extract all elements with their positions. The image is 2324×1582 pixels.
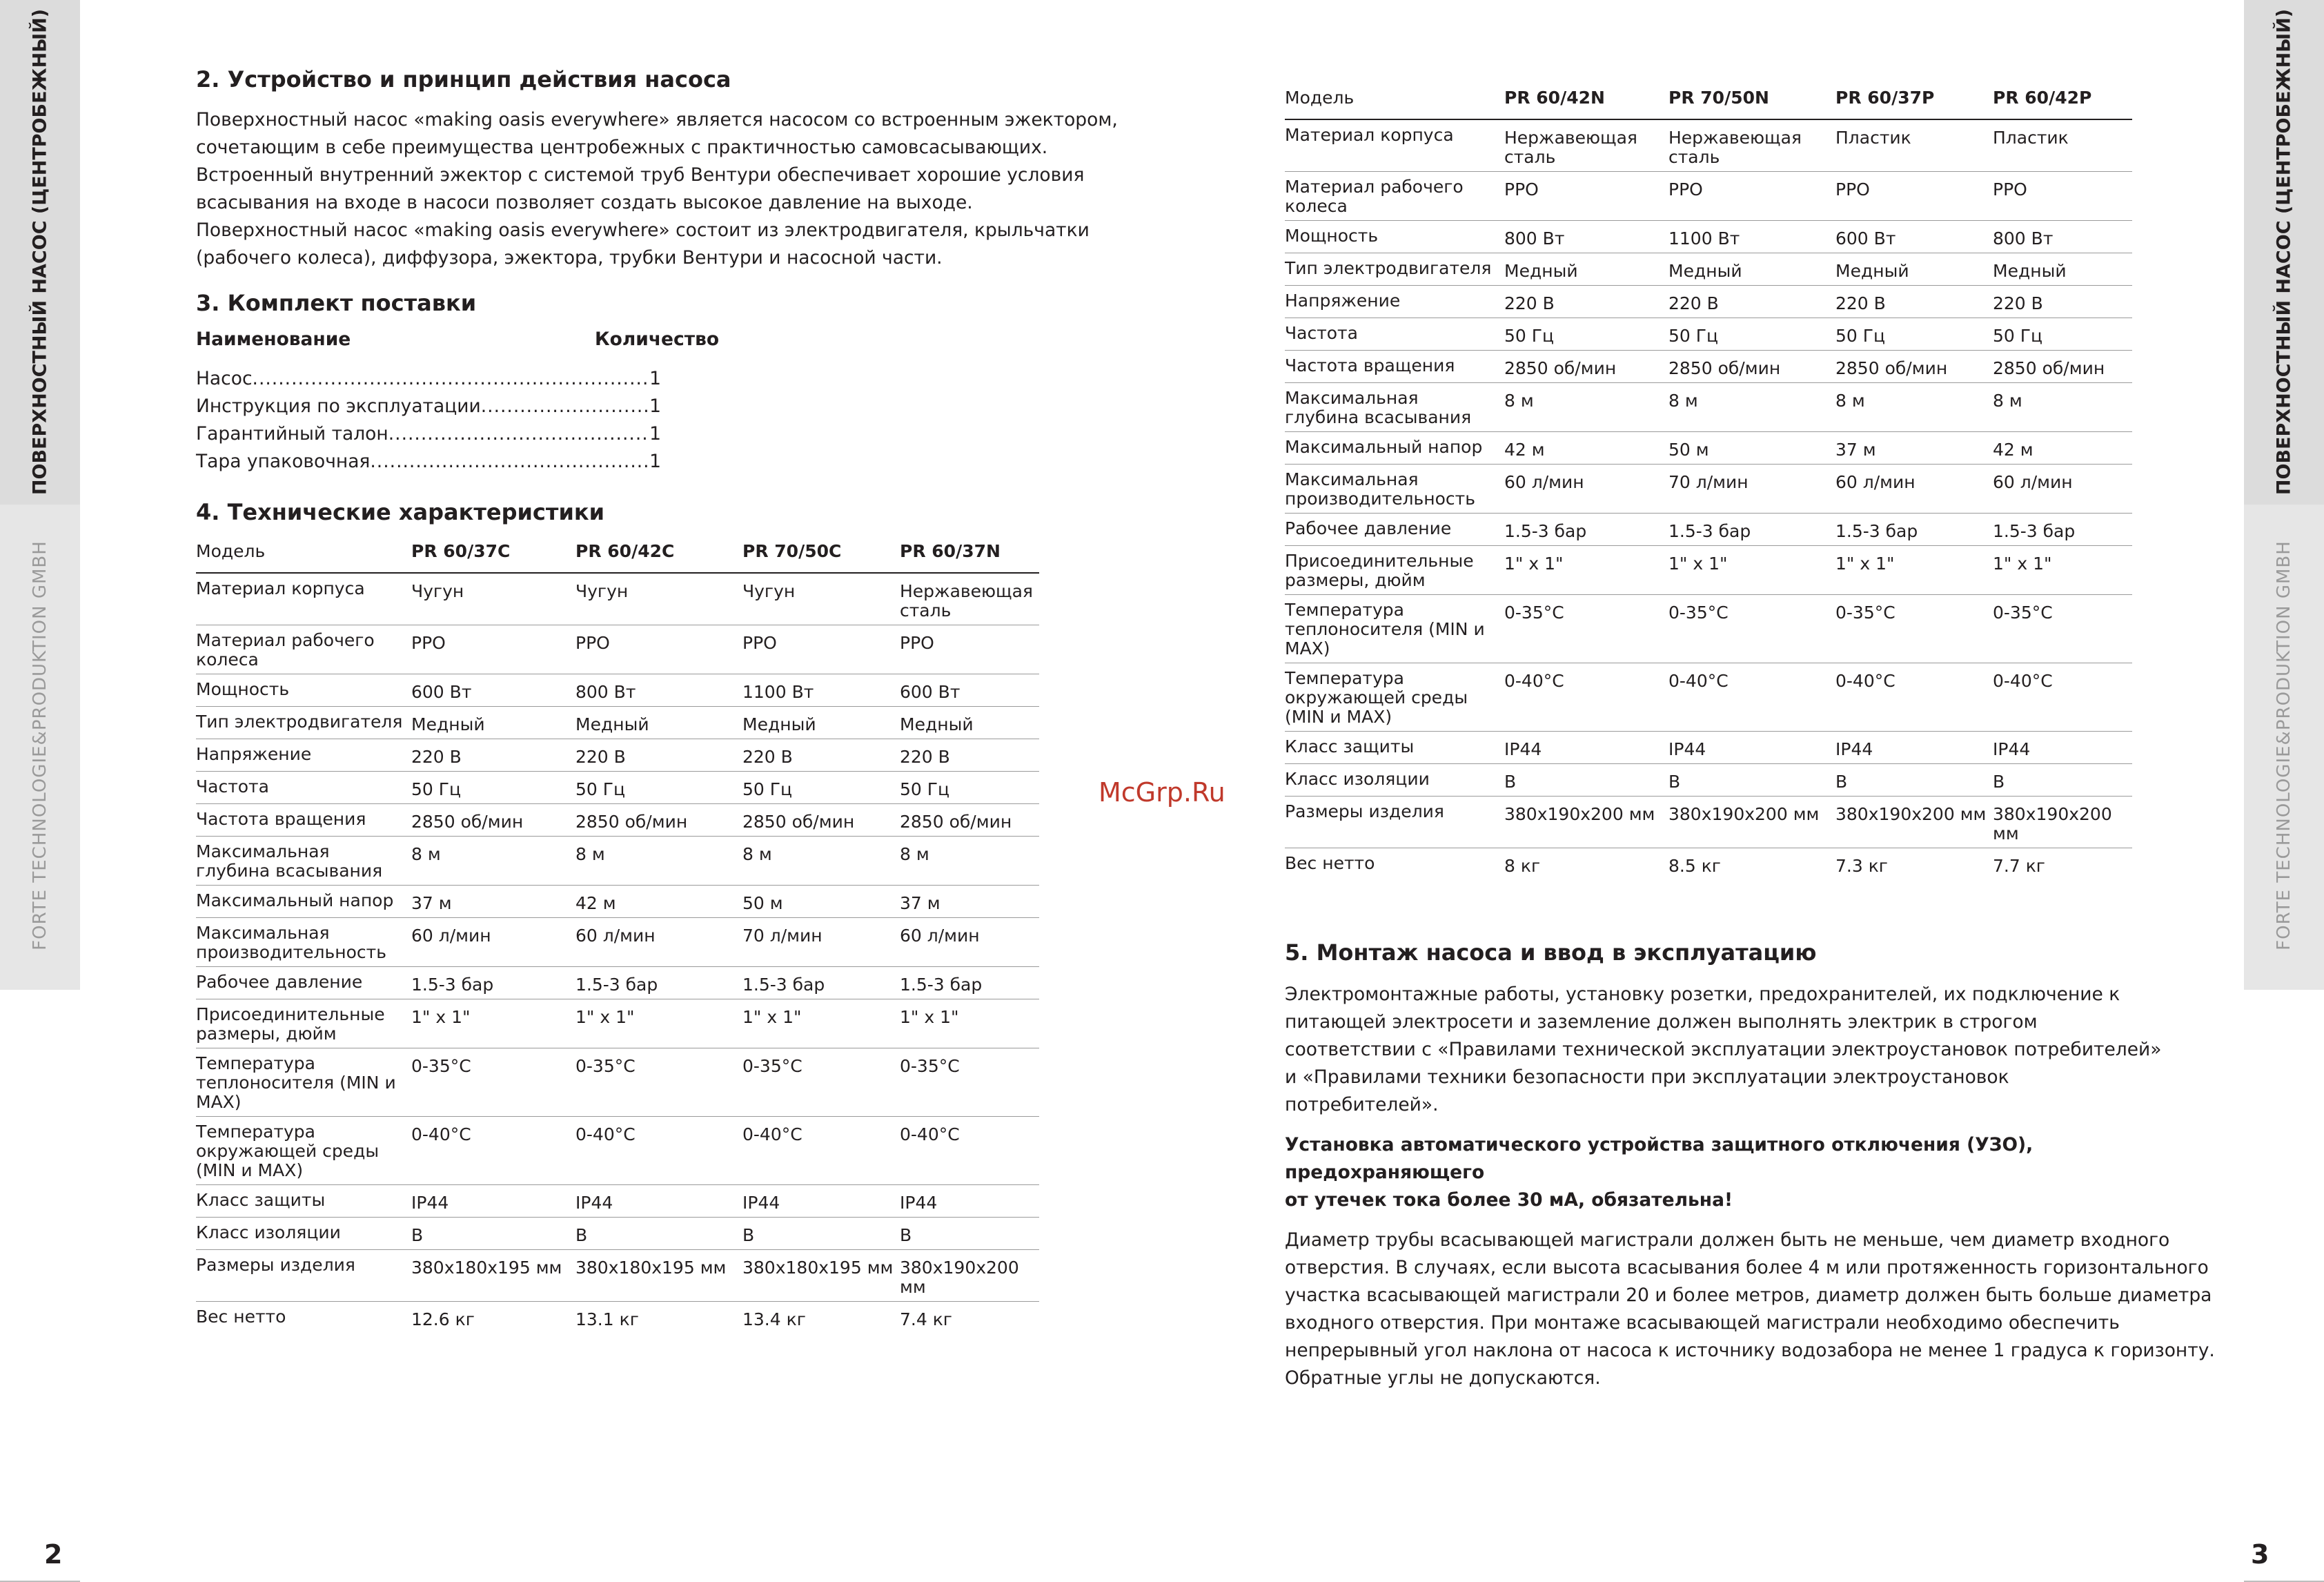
spec-label: Материал корпуса: [1285, 119, 1504, 172]
spec-value: 1.5-3 бар: [1993, 514, 2132, 546]
spec-value: B: [411, 1218, 575, 1250]
spec-value: Медный: [1504, 253, 1668, 286]
spec-value: 1.5-3 бар: [1668, 514, 1835, 546]
spec-value: 800 Вт: [575, 674, 742, 707]
model-name: PR 70/50C: [742, 535, 900, 573]
spec-row: [1285, 383, 2132, 432]
spec-value: 380x180x195 мм: [742, 1250, 900, 1302]
spec-value: 0-40°C: [411, 1117, 575, 1185]
spec-row: [196, 1218, 1039, 1250]
page-number-right: 3: [2251, 1539, 2269, 1570]
spec-value: 37 м: [411, 886, 575, 918]
spec-value: 0-35°C: [1668, 595, 1835, 663]
model-name: PR 60/42P: [1993, 81, 2132, 119]
spec-value: 0-35°C: [900, 1048, 1039, 1117]
spec-value: PPO: [575, 625, 742, 674]
spec-value: Пластик: [1835, 119, 1993, 172]
section5-line: и «Правилами техники безопасности при эксплуатации электроустановок: [1285, 1066, 2009, 1088]
left-sidebar: [0, 0, 80, 1582]
spec-row: [1285, 432, 2132, 465]
spec-row: [196, 1117, 1039, 1185]
spec-value: 50 Гц: [900, 772, 1039, 804]
spec-table-2: [1285, 81, 2132, 880]
spec-value: 2850 об/мин: [742, 804, 900, 837]
spec-label: Вес нетто: [1285, 853, 1375, 873]
spec-label: Материал рабочего колеса: [196, 625, 411, 674]
spec-row: [1285, 351, 2132, 383]
spec-value: 2850 об/мин: [1993, 351, 2132, 383]
spec-value: 50 Гц: [411, 772, 575, 804]
spec-value: 0-40°C: [742, 1117, 900, 1185]
spec-label: Температура окружающей среды (MIN и MAX): [196, 1117, 411, 1185]
spec-value: Чугун: [411, 573, 575, 625]
spec-label: Частота: [196, 772, 411, 804]
spec-value: 380x190x200 мм: [900, 1250, 1039, 1302]
section5-line: питающей электросети и заземление должен выполнять электрик в строгом: [1285, 1011, 2038, 1033]
spec-row: [1285, 848, 2132, 881]
spec-value: 50 Гц: [1668, 318, 1835, 351]
spec-label: Частота: [1285, 318, 1504, 351]
kit-item-name: Инструкция по эксплуатации: [196, 396, 481, 417]
spec-value: 8 м: [1993, 383, 2132, 432]
section2-line: сочетающим в себе преимущества центробежных с практичностью самовсасывающих.: [196, 137, 1048, 158]
spec-value: 1.5-3 бар: [411, 967, 575, 999]
section2-body: [196, 106, 1127, 272]
spec-value: Медный: [1993, 253, 2132, 286]
spec-value: 2850 об/мин: [1835, 351, 1993, 383]
spec-value: 1" х 1": [411, 999, 575, 1048]
spec-value: 1.5-3 бар: [900, 967, 1039, 999]
spec-value: 2850 об/мин: [1504, 351, 1668, 383]
spec-value: 220 В: [1993, 286, 2132, 318]
spec-value: 380x190x200 мм: [1504, 797, 1668, 848]
spec-value: 50 Гц: [1504, 318, 1668, 351]
spec-value: IP44: [1504, 732, 1668, 764]
spec-row: [1285, 318, 2132, 351]
spec-value: 8 м: [1835, 383, 1993, 432]
section3-heading: 3. Комплект поставки: [196, 290, 477, 316]
kit-item-qty: 1: [649, 368, 661, 389]
model-name: PR 60/37P: [1835, 81, 1993, 119]
spec-value: 70 л/мин: [1668, 465, 1835, 514]
spec-row: [1285, 732, 2132, 764]
spec-value: 2850 об/мин: [411, 804, 575, 837]
spec-value: 8 м: [742, 837, 900, 886]
section5-line: потребителей».: [1285, 1094, 1439, 1115]
spec-label: Присоединительные размеры, дюйм: [196, 999, 411, 1048]
section2-heading: 2. Устройство и принцип действия насоса: [196, 66, 731, 92]
spec-value: 50 м: [1668, 432, 1835, 465]
spec-row: [196, 967, 1039, 999]
spec-row: [1285, 514, 2132, 546]
section5-line: отверстия. В случаях, если высота всасывания более 4 м или протяженность горизонтального: [1285, 1257, 2209, 1278]
spec-value: 1" х 1": [742, 999, 900, 1048]
spec-value: 2850 об/мин: [1668, 351, 1835, 383]
spec-value: 2850 об/мин: [900, 804, 1039, 837]
spec-value: 60 л/мин: [1504, 465, 1668, 514]
spec-row: [196, 1302, 1039, 1334]
right-sidebar: [2244, 0, 2324, 1582]
spec-label: Присоединительные размеры, дюйм: [1285, 546, 1504, 595]
spec-value: 1100 Вт: [742, 674, 900, 707]
spec-value: IP44: [575, 1185, 742, 1218]
spec-label: Класс защиты: [196, 1185, 411, 1218]
section2-line: (рабочего колеса), диффузора, эжектора, трубки Вентури и насосной части.: [196, 247, 943, 268]
spec-label: Мощность: [1285, 221, 1504, 253]
spec-label: Тип электродвигателя: [1285, 253, 1504, 286]
section5-line: входного отверстия. При монтаже всасывающей магистрали необходимо обеспечить: [1285, 1312, 2120, 1334]
spec-row: [1285, 119, 2132, 172]
spec-value: Нержавеющая сталь: [1668, 119, 1835, 172]
spec-value: 0-40°C: [900, 1117, 1039, 1185]
spec-row: [1285, 663, 2132, 732]
section2-line: Поверхностный насос «making oasis everywhere» состоит из электродвигателя, крыльчатки: [196, 219, 1090, 241]
model-name: PR 60/42N: [1504, 81, 1668, 119]
spec-value: 380x190x200 мм: [1835, 797, 1993, 848]
spec-value: 1" х 1": [575, 999, 742, 1048]
spec-label: Тип электродвигателя: [196, 707, 411, 739]
spec-value: B: [742, 1218, 900, 1250]
spec-value: PPO: [1835, 172, 1993, 221]
spec-value: Нержавеющая сталь: [1504, 119, 1668, 172]
spec-value: 8 м: [411, 837, 575, 886]
spec-row: [1285, 465, 2132, 514]
spec-label: Максимальный напор: [196, 886, 411, 918]
spec-label: Температура теплоносителя (MIN и MAX): [1285, 595, 1504, 663]
spec-value: B: [575, 1218, 742, 1250]
spec-value: B: [1835, 764, 1993, 797]
spec-row: [1285, 595, 2132, 663]
spec-row: [196, 625, 1039, 674]
spec-label: Материал корпуса: [196, 573, 411, 625]
spec-label: Класс изоляции: [1285, 764, 1504, 797]
spec-value: 1" х 1": [900, 999, 1039, 1048]
spec-label: Температура окружающей среды (MIN и MAX): [1285, 663, 1504, 732]
spec-label: Частота вращения: [1285, 351, 1504, 383]
spec-value: IP44: [900, 1185, 1039, 1218]
spec-value: PPO: [742, 625, 900, 674]
spec-value: 0-35°C: [575, 1048, 742, 1117]
spec-label: Частота вращения: [196, 804, 411, 837]
spec-label: Размеры изделия: [196, 1250, 411, 1302]
spec-value: B: [1668, 764, 1835, 797]
spec-value: 0-40°C: [1504, 663, 1668, 732]
page-number-left: 2: [44, 1539, 63, 1570]
spec-label: Максимальная глубина всасывания: [196, 837, 411, 886]
spec-label: Размеры изделия: [1285, 797, 1504, 848]
sidebar-company: FORTE TECHNOLOGIE&PRODUKTION GMBH: [2274, 540, 2294, 950]
section5-line: соответствии с «Правилами технической эксплуатации электроустановок потребителей»: [1285, 1039, 2162, 1060]
spec-value: 1" х 1": [1668, 546, 1835, 595]
spec-value: 7.7 кг: [1993, 856, 2045, 876]
spec-value: 380x190x200 мм: [1668, 797, 1835, 848]
sidebar-company-band: [0, 505, 80, 990]
spec-value: 1" х 1": [1993, 546, 2132, 595]
spec-row: [196, 886, 1039, 918]
spec-value: 8 м: [1668, 383, 1835, 432]
model-name: PR 60/37N: [900, 535, 1039, 573]
left-page-content: [196, 66, 1127, 1334]
spec-value: Пластик: [1993, 119, 2132, 172]
spec-value: 0-40°C: [1668, 663, 1835, 732]
spec-row: [1285, 546, 2132, 595]
section2-line: Встроенный внутренний эжектор с системой труб Вентури обеспечивает хорошие условия: [196, 164, 1085, 186]
spec-label: Максимальная глубина всасывания: [1285, 383, 1504, 432]
spec-value: PPO: [900, 625, 1039, 674]
sidebar-title-band: [2244, 0, 2324, 505]
section2-line: всасывания на входе в насоси позволяет создать высокое давление на выходе.: [196, 192, 973, 213]
spec-row: [196, 1250, 1039, 1302]
kit-item-qty: 1: [649, 451, 661, 472]
spec-value: 7.4 кг: [900, 1309, 952, 1329]
kit-col-name: Наименование: [196, 329, 351, 350]
spec-value: IP44: [411, 1185, 575, 1218]
spec-label: Материал рабочего колеса: [1285, 172, 1504, 221]
spec-value: 42 м: [575, 886, 742, 918]
kit-col-qty: Количество: [595, 329, 720, 350]
kit-item-qty: 1: [649, 396, 661, 417]
spec-value: PPO: [1993, 172, 2132, 221]
spec-value: 800 Вт: [1993, 221, 2132, 253]
header-label: Модель: [196, 535, 411, 573]
kit-item: [196, 393, 661, 420]
spec-value: 70 л/мин: [742, 918, 900, 967]
spec-row: [1285, 286, 2132, 318]
kit-item-name: Гарантийный талон: [196, 423, 388, 445]
spec-value: PPO: [1504, 172, 1668, 221]
spec-value: B: [1993, 764, 2132, 797]
warning-line: от утечек тока более 30 мА, обязательна!: [1285, 1189, 1733, 1211]
spec-value: Нержавеющая сталь: [900, 573, 1039, 625]
section5-line: Электромонтажные работы, установку розетки, предохранителей, их подключение к: [1285, 984, 2120, 1005]
spec-value: 0-35°C: [411, 1048, 575, 1117]
spec-row: [1285, 764, 2132, 797]
section5-heading: 5. Монтаж насоса и ввод в эксплуатацию: [1285, 939, 1817, 966]
spec-value: 800 Вт: [1504, 221, 1668, 253]
spec-row: [196, 674, 1039, 707]
spec-value: IP44: [1668, 732, 1835, 764]
spec-value: 13.1 кг: [575, 1309, 639, 1329]
spec-label: Максимальная производительность: [1285, 465, 1504, 514]
spec-value: 1.5-3 бар: [1504, 514, 1668, 546]
spec-row: [196, 837, 1039, 886]
spec-value: 8 м: [900, 837, 1039, 886]
spec-value: 50 Гц: [1993, 318, 2132, 351]
spec-table-1: [196, 535, 1039, 1334]
spec-label: Мощность: [196, 674, 411, 707]
spec-value: 1.5-3 бар: [575, 967, 742, 999]
spec-value: 8 кг: [1504, 856, 1541, 876]
section5-line: Диаметр трубы всасывающей магистрали должен быть не меньше, чем диаметр входного: [1285, 1229, 2170, 1251]
model-name: PR 70/50N: [1668, 81, 1835, 119]
spec-value: 50 Гц: [742, 772, 900, 804]
spec-label: Напряжение: [196, 739, 411, 772]
spec-label: Температура теплоносителя (MIN и MAX): [196, 1048, 411, 1117]
spec-value: PPO: [1668, 172, 1835, 221]
spec-label: Напряжение: [1285, 286, 1504, 318]
spec-value: 37 м: [1835, 432, 1993, 465]
spec-label: Рабочее давление: [1285, 514, 1504, 546]
spec-value: 50 м: [742, 886, 900, 918]
spec-value: 0-40°C: [1835, 663, 1993, 732]
spec-value: 13.4 кг: [742, 1309, 806, 1329]
section5-para1: [1285, 981, 2216, 1119]
spec-value: Медный: [411, 707, 575, 739]
spec-value: 600 Вт: [411, 674, 575, 707]
kit-item: [196, 448, 661, 476]
spec-value: Медный: [900, 707, 1039, 739]
spec-value: 220 В: [1668, 286, 1835, 318]
spec-value: 380x180x195 мм: [575, 1250, 742, 1302]
spec-row: [196, 918, 1039, 967]
kit-table-header: [196, 329, 1127, 350]
spec-value: 0-40°C: [575, 1117, 742, 1185]
spec-row: [1285, 253, 2132, 286]
spec-value: 8.5 кг: [1668, 856, 1721, 876]
spec-value: B: [1504, 764, 1668, 797]
spec-label: Максимальная производительность: [196, 918, 411, 967]
spec-row: [196, 772, 1039, 804]
spec-row: [196, 573, 1039, 625]
spec-value: PPO: [411, 625, 575, 674]
spec-value: 50 Гц: [575, 772, 742, 804]
kit-item-qty: 1: [649, 423, 661, 445]
spec-row: [1285, 221, 2132, 253]
spec-row: [196, 1048, 1039, 1117]
spec-value: 0-35°C: [1504, 595, 1668, 663]
kit-list: [196, 365, 661, 476]
spec-value: Чугун: [575, 573, 742, 625]
right-page-content: [1285, 81, 2216, 1392]
model-name: PR 60/42C: [575, 535, 742, 573]
spec-row: [196, 1185, 1039, 1218]
spec-value: 380x180x195 мм: [411, 1250, 575, 1302]
spec-value: 220 В: [411, 739, 575, 772]
spec-value: Чугун: [742, 573, 900, 625]
kit-item-name: Тара упаковочная: [196, 451, 371, 472]
spec-value: 42 м: [1993, 432, 2132, 465]
section5-warning: [1285, 1131, 2216, 1214]
spec-value: 220 В: [575, 739, 742, 772]
kit-item: [196, 365, 661, 393]
spec-value: 12.6 кг: [411, 1309, 475, 1329]
spec-value: 50 Гц: [1835, 318, 1993, 351]
sidebar-company: FORTE TECHNOLOGIE&PRODUKTION GMBH: [30, 540, 50, 950]
spec-value: 0-35°C: [742, 1048, 900, 1117]
spec-value: 60 л/мин: [575, 918, 742, 967]
spec-value: 7.3 кг: [1835, 856, 1888, 876]
spec-value: B: [900, 1218, 1039, 1250]
spec-value: 220 В: [742, 739, 900, 772]
spec-table-header: [1285, 81, 2132, 119]
spec-value: 220 В: [1835, 286, 1993, 318]
spec-label: Рабочее давление: [196, 967, 411, 999]
kit-item: [196, 420, 661, 448]
spec-value: IP44: [1835, 732, 1993, 764]
kit-item-name: Насос: [196, 368, 253, 389]
spec-label: Максимальный напор: [1285, 432, 1504, 465]
spec-row: [196, 707, 1039, 739]
spec-value: 600 Вт: [900, 674, 1039, 707]
spec-value: Медный: [742, 707, 900, 739]
spec-value: 1.5-3 бар: [1835, 514, 1993, 546]
spec-value: 60 л/мин: [411, 918, 575, 967]
spec-value: 1" х 1": [1835, 546, 1993, 595]
spec-value: 220 В: [900, 739, 1039, 772]
sidebar-company-band: [2244, 505, 2324, 990]
header-label: Модель: [1285, 81, 1504, 119]
spec-value: 60 л/мин: [1993, 465, 2132, 514]
spec-value: 8 м: [575, 837, 742, 886]
spec-value: 60 л/мин: [1835, 465, 1993, 514]
section4-heading: 4. Технические характеристики: [196, 499, 604, 525]
sidebar-title-band: [0, 0, 80, 505]
spec-value: 0-35°C: [1835, 595, 1993, 663]
spec-label: Класс изоляции: [196, 1218, 411, 1250]
spec-value: 37 м: [900, 886, 1039, 918]
section5-line: Обратные углы не допускаются.: [1285, 1367, 1601, 1389]
spec-label: Класс защиты: [1285, 732, 1504, 764]
spec-value: Медный: [575, 707, 742, 739]
spec-value: 0-40°C: [1993, 663, 2132, 732]
watermark: McGrp.Ru: [1099, 777, 1225, 808]
spec-value: 60 л/мин: [900, 918, 1039, 967]
spec-value: 1100 Вт: [1668, 221, 1835, 253]
spec-value: 1" х 1": [1504, 546, 1668, 595]
spec-row: [196, 739, 1039, 772]
sidebar-title: ПОВЕРХНОСТНЫЙ НАСОС (ЦЕНТРОБЕЖНЫЙ): [29, 8, 51, 496]
spec-value: Медный: [1668, 253, 1835, 286]
spec-table-header: [196, 535, 1039, 573]
spec-value: 600 Вт: [1835, 221, 1993, 253]
spec-value: 42 м: [1504, 432, 1668, 465]
spec-row: [1285, 797, 2132, 848]
section2-line: Поверхностный насос «making oasis everywhere» является насосом со встроенным эжектором,: [196, 109, 1118, 130]
spec-value: 2850 об/мин: [575, 804, 742, 837]
spec-value: 220 В: [1504, 286, 1668, 318]
spec-row: [196, 804, 1039, 837]
spec-row: [196, 999, 1039, 1048]
spec-value: 0-35°C: [1993, 595, 2132, 663]
sidebar-title: ПОВЕРХНОСТНЫЙ НАСОС (ЦЕНТРОБЕЖНЫЙ): [2273, 8, 2295, 496]
spec-value: IP44: [1993, 732, 2132, 764]
section5-line: непрерывный угол наклона от насоса к источнику водозабора не менее 1 градуса к горизонту.: [1285, 1340, 2215, 1361]
model-name: PR 60/37C: [411, 535, 575, 573]
spec-value: 1.5-3 бар: [742, 967, 900, 999]
warning-line: Установка автоматического устройства защитного отключения (УЗО), предохраняющего: [1285, 1134, 2034, 1183]
spec-value: 380x190x200 мм: [1993, 797, 2132, 848]
spec-label: Вес нетто: [196, 1307, 286, 1327]
spec-row: [1285, 172, 2132, 221]
spec-value: 8 м: [1504, 383, 1668, 432]
section5-line: участка всасывающей магистрали 20 и более метров, диаметр должен быть больше диаметра: [1285, 1285, 2212, 1306]
section5-para2: [1285, 1227, 2216, 1392]
spec-value: Медный: [1835, 253, 1993, 286]
spec-value: IP44: [742, 1185, 900, 1218]
